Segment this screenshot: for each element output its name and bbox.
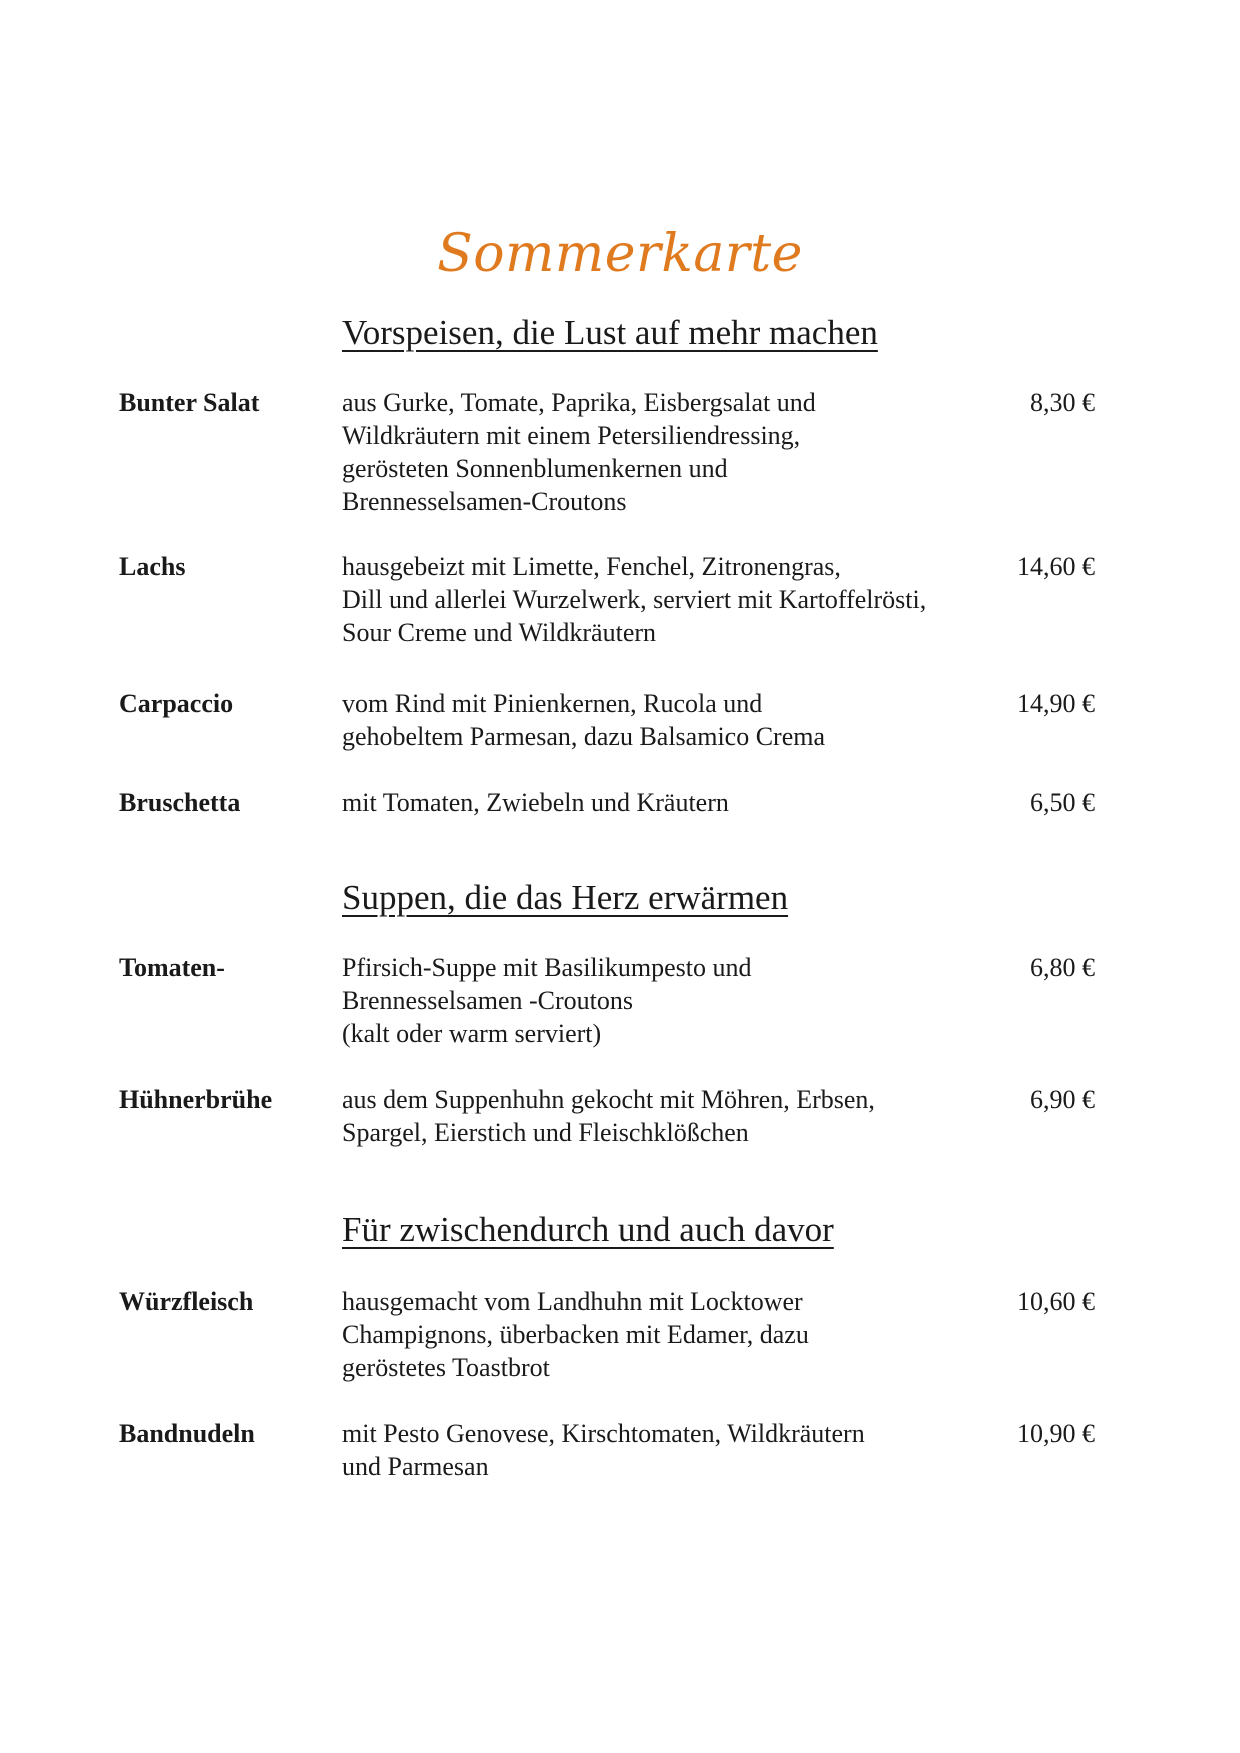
description-line: hausgemacht vom Landhuhn mit Locktower [342, 1287, 803, 1316]
item-description [342, 550, 982, 649]
description-line: (kalt oder warm serviert) [342, 1019, 602, 1048]
section-heading-soups: Suppen, die das Herz erwärmen [342, 878, 789, 917]
item-description [342, 1417, 982, 1483]
item-price: 10,60 € [1017, 1287, 1095, 1316]
description-line: gerösteten Sonnenblumenkernen und [342, 454, 728, 483]
description-line: Dill und allerlei Wurzelwerk, serviert mit Kartoffelrösti, [342, 585, 927, 614]
item-price: 6,50 € [1030, 788, 1095, 817]
item-price: 10,90 € [1017, 1419, 1095, 1448]
description-line: Brennesselsamen -Croutons [342, 986, 634, 1015]
item-price: 6,90 € [1030, 1085, 1095, 1114]
item-price: 14,60 € [1017, 552, 1095, 581]
item-description [342, 1083, 982, 1149]
description-line: Champignons, überbacken mit Edamer, dazu [342, 1320, 809, 1349]
section-heading-snacks: Für zwischendurch und auch davor [342, 1210, 834, 1249]
description-line: vom Rind mit Pinienkernen, Rucola und [342, 689, 763, 718]
item-price: 8,30 € [1030, 388, 1095, 417]
description-line: gehobeltem Parmesan, dazu Balsamico Crema [342, 722, 826, 751]
item-description [342, 786, 982, 819]
item-price: 14,90 € [1017, 689, 1095, 718]
description-line: aus Gurke, Tomate, Paprika, Eisbergsalat und [342, 388, 816, 417]
section-heading-starters: Vorspeisen, die Lust auf mehr machen [342, 313, 878, 352]
item-name: Bunter Salat [119, 388, 260, 417]
item-name: Tomaten- [119, 953, 225, 982]
description-line: mit Tomaten, Zwiebeln und Kräutern [342, 788, 729, 817]
item-name: Würzfleisch [119, 1287, 254, 1316]
description-line: Pfirsich-Suppe mit Basilikumpesto und [342, 953, 752, 982]
description-line: Wildkräutern mit einem Petersiliendressing, [342, 421, 801, 450]
item-name: Lachs [119, 552, 186, 581]
description-line: mit Pesto Genovese, Kirschtomaten, Wildkräutern [342, 1419, 865, 1448]
item-description [342, 951, 982, 1050]
description-line: Sour Creme und Wildkräutern [342, 618, 657, 647]
item-name: Bruschetta [119, 788, 241, 817]
item-name: Carpaccio [119, 689, 234, 718]
item-name: Bandnudeln [119, 1419, 255, 1448]
item-price: 6,80 € [1030, 953, 1095, 982]
item-description [342, 687, 982, 753]
item-description [342, 1285, 982, 1384]
page-title: Sommerkarte [437, 224, 803, 284]
description-line: hausgebeizt mit Limette, Fenchel, Zitronengras, [342, 552, 841, 581]
item-name: Hühnerbrühe [119, 1085, 273, 1114]
description-line: Spargel, Eierstich und Fleischklößchen [342, 1118, 749, 1147]
description-line: geröstetes Toastbrot [342, 1353, 550, 1382]
description-line: aus dem Suppenhuhn gekocht mit Möhren, Erbsen, [342, 1085, 875, 1114]
description-line: Brennesselsamen-Croutons [342, 487, 627, 516]
description-line: und Parmesan [342, 1452, 489, 1481]
item-description [342, 386, 982, 518]
